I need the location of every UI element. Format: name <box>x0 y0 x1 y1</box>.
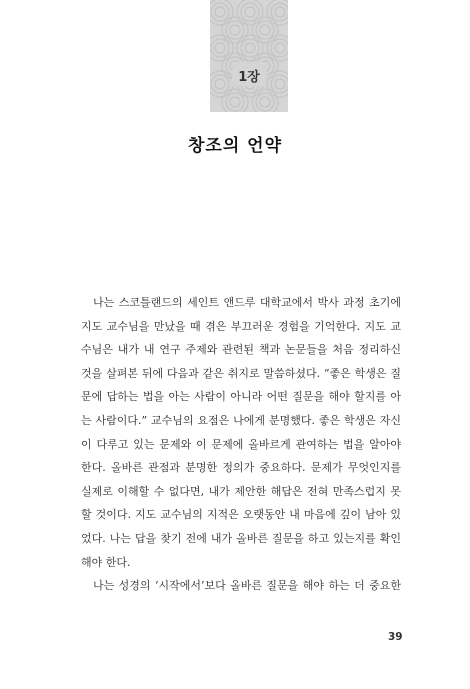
text-line: 지도 교수님을 만났을 때 겪은 부끄러운 경험을 기억한다. 지도 교 <box>81 319 401 333</box>
text-line: 이 다루고 있는 문제와 이 문제에 올바르게 관여하는 법을 알아야 <box>81 437 401 451</box>
text-line: 문에 답하는 법을 아는 사람이 아니라 어떤 질문을 해야 할지를 아 <box>81 390 401 404</box>
text-line: 실제로 이해할 수 없다면, 내가 제안한 해답은 전혀 만족스럽지 못 <box>81 484 401 498</box>
body-text <box>81 291 401 598</box>
text-line: 해야 한다. <box>81 555 131 569</box>
text-line: 것을 살펴본 뒤에 다음과 같은 취지로 말씀하셨다. “좋은 학생은 질 <box>81 366 401 380</box>
text-line: 나는 성경의 ‘시작에서’보다 올바른 질문을 해야 하는 더 중요한 <box>93 579 401 593</box>
chapter-title: 창조의 언약 <box>187 136 283 156</box>
text-line: 할 것이다. 지도 교수님의 지적은 오랫동안 내 마음에 깊이 남아 있 <box>81 508 401 522</box>
chapter-number: 1장 <box>238 70 260 85</box>
text-line: 수님은 내가 내 연구 주제와 관련된 책과 논문들을 처음 정리하신 <box>81 343 401 357</box>
page-number: 39 <box>388 631 403 643</box>
text-line: 는 사람이다.” 교수님의 요점은 나에게 분명했다. 좋은 학생은 자신 <box>81 413 401 427</box>
wave-pattern-decoration <box>210 0 288 112</box>
text-line: 었다. 나는 답을 찾기 전에 내가 올바른 질문을 하고 있는지를 확인 <box>81 531 401 545</box>
text-line: 나는 스코틀랜드의 세인트 앤드루 대학교에서 박사 과정 초기에 <box>93 296 401 309</box>
text-line: 한다. 올바른 관점과 분명한 정의가 중요하다. 문제가 무엇인지를 <box>81 461 401 475</box>
paragraph <box>81 291 401 574</box>
paragraph <box>81 574 401 598</box>
chapter-tab <box>210 0 288 112</box>
